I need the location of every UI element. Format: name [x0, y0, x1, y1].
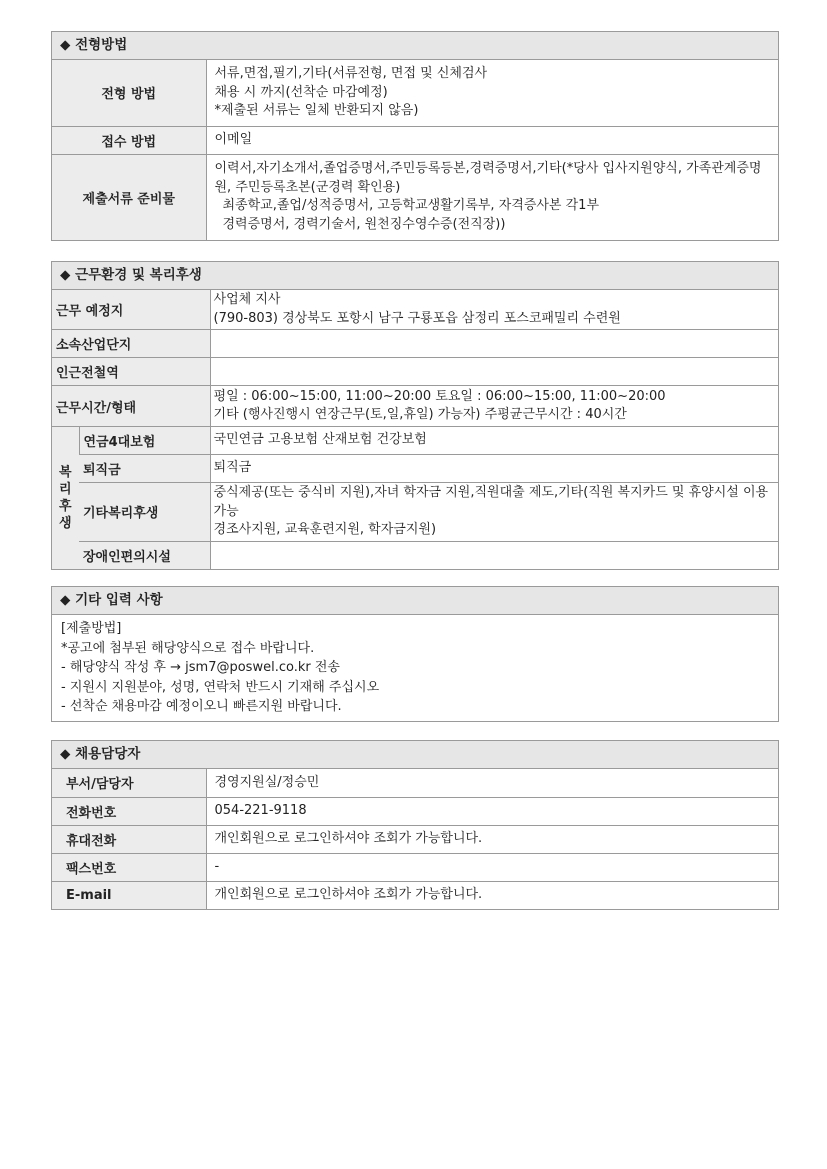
- method-line: 서류,면접,필기,기타(서류전형, 면접 및 신체검사: [214, 66, 488, 81]
- work-title: ◆ 근무환경 및 복리후생: [52, 262, 778, 290]
- industrial-value: [210, 330, 778, 358]
- docs-label: 제출서류 준비물: [52, 154, 206, 240]
- receipt-label: 접수 방법: [52, 126, 206, 154]
- hours-line: 기타 (행사진행시 연장근무(토,일,휴일) 가능자) 주평균근무시간 : 40시간: [213, 407, 627, 422]
- other-welfare-line: 중식제공(또는 중식비 지원),자녀 학자금 지원,직원대출 제도,기타(직원 복지카드 및 휴양시설 이용가능: [213, 485, 769, 519]
- etc-line: - 지원시 지원분야, 성명, 연락처 반드시 기재해 주십시오: [61, 679, 380, 695]
- etc-line: - 선착순 채용마감 예정이오니 빠른지원 바랍니다.: [61, 699, 342, 714]
- etc-content: [52, 615, 778, 721]
- location-line: (790-803) 경상북도 포항시 남구 구룡포읍 삼정리 포스코패밀리 수련원: [213, 310, 621, 326]
- docs-line: 이력서,자기소개서,졸업증명서,주민등록등본,경력증명서,기타(*당사 입사지원양식, 가족관계증명원, 주민등록초본(군경력 확인용): [214, 161, 762, 195]
- location-label: 근무 예정지: [52, 290, 210, 330]
- contact-table: [52, 769, 778, 909]
- etc-line: *공고에 첨부된 해당양식으로 접수 바랍니다.: [61, 640, 315, 656]
- selection-title: ◆ 전형방법: [52, 32, 778, 60]
- welfare-vertical-label: 복 리 후 생: [52, 427, 79, 570]
- work-section: [51, 261, 779, 570]
- contact-value: 경영지원실/정승민: [206, 769, 778, 797]
- contact-section: [51, 740, 779, 910]
- contact-value: 개인회원으로 로그인하셔야 조회가 가능합니다.: [206, 825, 778, 853]
- insurance-label: 연금4대보험: [79, 427, 210, 455]
- etc-section: [51, 586, 779, 722]
- contact-title: ◆ 채용담당자: [52, 741, 778, 769]
- contact-label: 팩스번호: [52, 853, 206, 881]
- selection-table: [52, 60, 778, 240]
- receipt-value: 이메일: [206, 126, 778, 154]
- retire-value: 퇴직금: [210, 455, 778, 483]
- method-line: 채용 시 까지(선착순 마감예정): [214, 84, 388, 100]
- docs-value: [206, 154, 778, 240]
- industrial-label: 소속산업단지: [52, 330, 210, 358]
- contact-label: E-mail: [52, 881, 206, 909]
- contact-label: 전화번호: [52, 797, 206, 825]
- station-label: 인근전철역: [52, 358, 210, 386]
- hours-label: 근무시간/형태: [52, 386, 210, 427]
- method-value: [206, 60, 778, 126]
- station-value: [210, 358, 778, 386]
- disabled-facility-value: [210, 541, 778, 569]
- disabled-facility-label: 장애인편의시설: [79, 541, 210, 569]
- hours-line: 평일 : 06:00~15:00, 11:00~20:00 토요일 : 06:00~15:00, 11:00~20:00: [213, 388, 666, 404]
- method-line: *제출된 서류는 일체 반환되지 않음): [214, 103, 419, 118]
- work-table: [52, 290, 778, 569]
- docs-line: 최종학교,졸업/성적증명서, 고등학교생활기록부, 자격증사본 각1부: [222, 198, 600, 214]
- insurance-value: 국민연금 고용보험 산재보험 건강보험: [210, 427, 778, 455]
- docs-line: 경력증명서, 경력기술서, 원천징수영수증(전직장)): [222, 216, 506, 232]
- contact-value: 054-221-9118: [206, 797, 778, 825]
- other-welfare-value: [210, 483, 778, 542]
- etc-title: ◆ 기타 입력 사항: [52, 587, 778, 615]
- method-label: 전형 방법: [52, 60, 206, 126]
- contact-label: 휴대전화: [52, 825, 206, 853]
- contact-label: 부서/담당자: [52, 769, 206, 797]
- hours-value: [210, 386, 778, 427]
- selection-section: [51, 31, 779, 241]
- other-welfare-label: 기타복리후생: [79, 483, 210, 542]
- location-value: [210, 290, 778, 330]
- retire-label: 퇴직금: [79, 455, 210, 483]
- contact-value: 개인회원으로 로그인하셔야 조회가 가능합니다.: [206, 881, 778, 909]
- other-welfare-line: 경조사지원, 교육훈련지원, 학자금지원): [213, 522, 437, 537]
- location-line: 사업체 지사: [213, 292, 281, 307]
- etc-line: [제출방법]: [61, 621, 122, 636]
- contact-value: -: [206, 853, 778, 881]
- etc-line: - 해당양식 작성 후 → jsm7@poswel.co.kr 전송: [61, 660, 340, 675]
